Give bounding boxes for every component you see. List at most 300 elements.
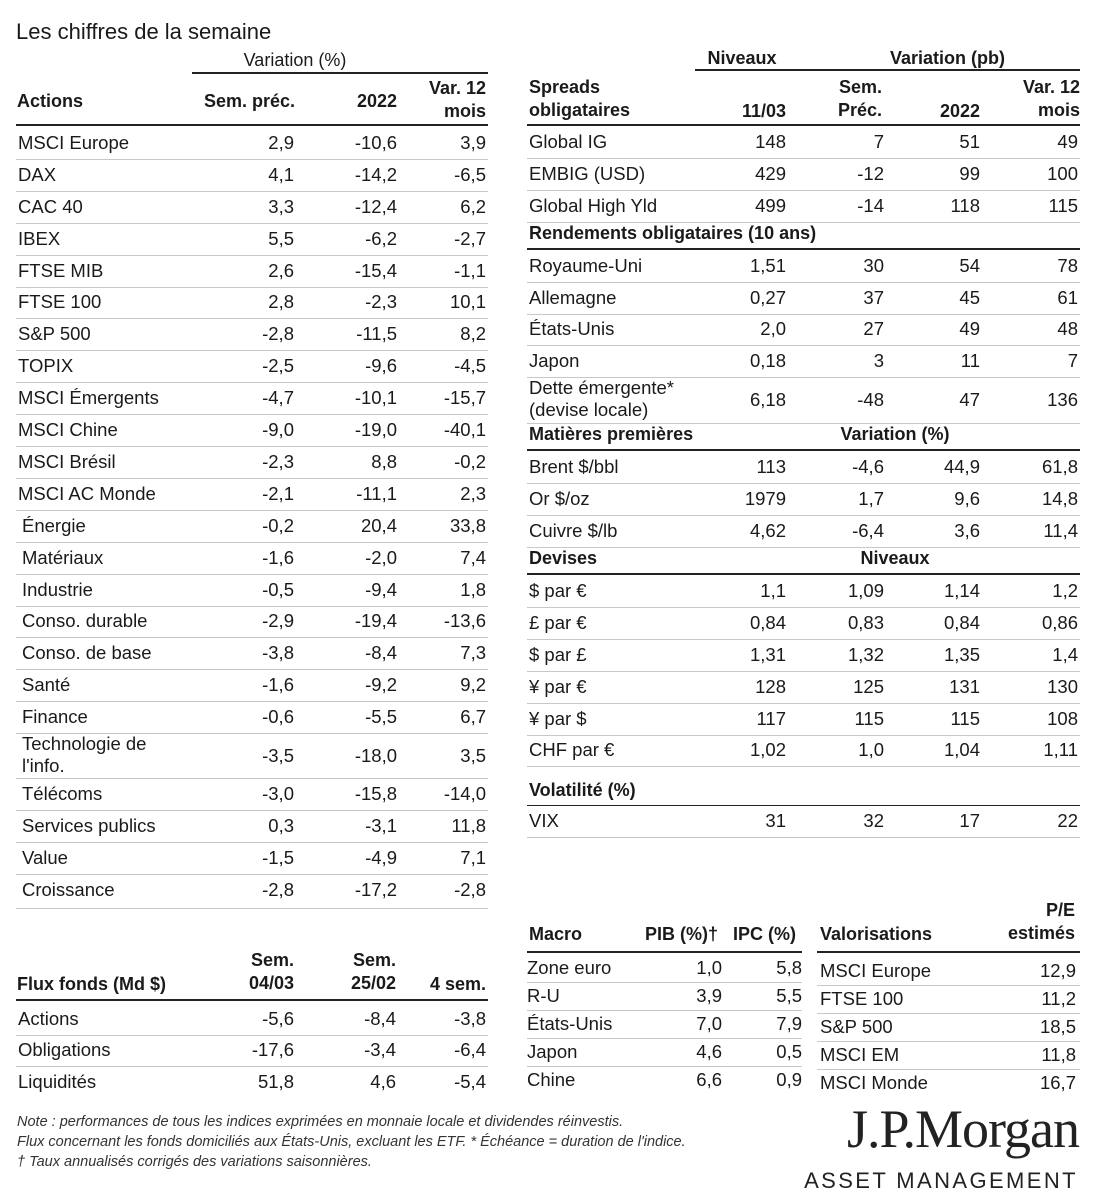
yields-cell: 78 (1057, 254, 1078, 276)
right-group-levels: Niveaux (707, 48, 777, 68)
valuations-separator (817, 1041, 1080, 1042)
fx-cell: ¥ par $ (529, 707, 587, 729)
equities-cell: -5,5 (365, 706, 397, 728)
yields-cell: 0,27 (749, 286, 786, 308)
equities-cell: DAX (18, 163, 57, 185)
spreads-cell: 499 (755, 194, 786, 216)
yields-cell: Japon (529, 350, 580, 372)
flows-cell: -6,4 (454, 1039, 486, 1061)
valuations-cell: 11,2 (1041, 987, 1076, 1009)
equities-cell: 6,7 (460, 706, 486, 728)
equities-cell: 7,3 (460, 642, 486, 664)
flows-cell: -8,4 (364, 1007, 396, 1029)
flows-header-title: Flux fonds (Md $) (17, 974, 166, 994)
equities-cell: -10,6 (354, 131, 397, 153)
macro-cell: 6,6 (696, 1068, 722, 1090)
spreads-separator (527, 190, 1080, 191)
flows-header-4w: 4 sem. (429, 974, 486, 994)
flows-cell: 51,8 (257, 1070, 294, 1092)
equities-cell: -2,9 (262, 610, 294, 632)
valuations-header-title: Valorisations (820, 924, 933, 944)
macro-cell: Chine (527, 1068, 576, 1090)
commodities-cell: 9,6 (954, 488, 980, 510)
equities-cell: 2,3 (460, 482, 486, 504)
fx-rule (527, 573, 1080, 575)
equities-cell: IBEX (18, 227, 61, 249)
fx-separator (527, 703, 1080, 704)
equities-cell: 2,8 (268, 291, 294, 313)
valuations-cell: 11,8 (1041, 1043, 1076, 1065)
macro-separator (527, 982, 802, 983)
fx-cell: 0,86 (1041, 611, 1078, 633)
equities-cell: -0,6 (262, 706, 294, 728)
macro-cell: Japon (527, 1040, 578, 1062)
equities-cell: -2,8 (262, 323, 294, 345)
equities-cell: -19,0 (354, 419, 397, 441)
equities-cell: -1,5 (262, 846, 294, 868)
commodities-cell: 3,6 (954, 520, 980, 542)
commodities-cell: -4,6 (852, 456, 884, 478)
commodities-rule (527, 449, 1080, 451)
commodities-cell: 11,4 (1043, 520, 1078, 542)
equities-header-12m: Var. 12 mois (428, 78, 486, 121)
equities-cell: -2,7 (454, 227, 486, 249)
fx-cell: 130 (1047, 675, 1078, 697)
commodities-cell: -6,4 (852, 520, 884, 542)
equities-cell: Services publics (22, 814, 156, 836)
equities-cell: -4,7 (262, 387, 294, 409)
valuations-cell: MSCI Monde (820, 1071, 928, 1093)
equities-cell: -2,1 (262, 482, 294, 504)
spreads-cell: 51 (959, 130, 980, 152)
equities-cell: -18,0 (354, 744, 397, 766)
macro-separator (527, 1038, 802, 1039)
equities-cell: -1,1 (454, 259, 486, 281)
yields-cell: 30 (863, 254, 884, 276)
commodities-cell: 44,9 (943, 456, 980, 478)
equities-header-rule (16, 124, 488, 126)
fx-cell: ¥ par € (529, 675, 587, 697)
equities-separator (16, 778, 488, 779)
commodities-cell: 1,7 (858, 488, 884, 510)
footnote-line-3: † Taux annualisés corrigés des variations saisonnières. (17, 1154, 372, 1170)
valuations-separator (817, 1069, 1080, 1070)
fx-cell: 1,2 (1052, 579, 1078, 601)
valuations-cell: 16,7 (1039, 1071, 1076, 1093)
commodities-separator (527, 483, 1080, 484)
macro-cell: 0,5 (776, 1040, 802, 1062)
right-header-date: 11/03 (741, 101, 786, 121)
equities-cell: 20,4 (360, 514, 397, 536)
equities-cell: -15,7 (443, 387, 486, 409)
macro-cell: 4,6 (696, 1040, 722, 1062)
equities-separator (16, 874, 488, 875)
equities-cell: -40,1 (443, 419, 486, 441)
macro-cell: 7,0 (696, 1012, 722, 1034)
equities-cell: -6,5 (454, 163, 486, 185)
equities-separator (16, 842, 488, 843)
commodities-cell: Cuivre $/lb (529, 520, 618, 542)
flows-cell: Actions (18, 1007, 79, 1029)
valuations-cell: MSCI Europe (820, 959, 932, 981)
equities-separator (16, 287, 488, 288)
logo-tagline: ASSET MANAGEMENT (804, 1168, 1078, 1193)
spreads-cell: EMBIG (USD) (529, 162, 646, 184)
fx-separator (527, 639, 1080, 640)
right-header-spreads: Spreads obligataires (529, 77, 631, 120)
commodities-title: Matières premières (529, 424, 694, 445)
commodities-cell: 14,8 (1041, 488, 1078, 510)
macro-header-rule (527, 951, 802, 953)
yields-cell: 7 (1067, 350, 1078, 372)
valuations-header-rule (817, 951, 1080, 953)
footnote-line-2: Flux concernant les fonds domiciliés aux États-Unis, excluant les ETF. * Échéance = duration de l'indice. (17, 1134, 686, 1150)
fx-cell: 0,83 (847, 611, 884, 633)
macro-cell: Zone euro (527, 956, 612, 978)
fx-cell: 1,32 (847, 643, 884, 665)
macro-separator (527, 1010, 802, 1011)
yields-cell: 37 (863, 286, 884, 308)
right-header-rule (527, 124, 1080, 126)
volatility-cell: 17 (959, 810, 980, 832)
volatility-cell: 22 (1057, 810, 1078, 832)
equities-cell: -3,5 (262, 744, 294, 766)
flows-separator (16, 1035, 488, 1036)
commodities-cell: Brent $/bbl (529, 456, 619, 478)
equities-cell: -13,6 (443, 610, 486, 632)
fx-cell: 108 (1047, 707, 1078, 729)
macro-cell: 3,9 (696, 984, 722, 1006)
flows-cell: -3,4 (364, 1039, 396, 1061)
yields-cell: 49 (959, 318, 980, 340)
equities-cell: -1,6 (262, 546, 294, 568)
yields-cell: États-Unis (529, 318, 615, 340)
fx-subtitle: Niveaux (860, 548, 930, 568)
equities-cell: MSCI Brésil (18, 450, 116, 472)
macro-separator (527, 1066, 802, 1067)
fx-cell: 125 (853, 675, 884, 697)
equities-cell: 9,2 (460, 674, 486, 696)
right-header-2022: 2022 (939, 101, 980, 121)
fx-cell: 0,84 (943, 611, 980, 633)
fx-cell: 1,31 (749, 643, 786, 665)
equities-cell: -2,8 (454, 878, 486, 900)
macro-header-title: Macro (529, 924, 583, 944)
fx-title: Devises (529, 548, 598, 568)
equities-cell: -11,5 (356, 323, 397, 345)
volatility-separator (527, 837, 1080, 838)
valuations-cell: 18,5 (1039, 1015, 1076, 1037)
valuations-cell: MSCI EM (820, 1043, 900, 1065)
equities-separator (16, 446, 488, 447)
flows-cell: -17,6 (251, 1039, 294, 1061)
flows-cell: Obligations (18, 1039, 111, 1061)
flows-cell: -3,8 (454, 1007, 486, 1029)
fx-cell: 1,1 (760, 579, 786, 601)
equities-cell: Finance (22, 706, 88, 728)
flows-cell: -5,4 (454, 1070, 486, 1092)
fx-cell: 1,11 (1043, 739, 1078, 761)
equities-cell: -9,2 (365, 674, 397, 696)
equities-cell: -2,0 (365, 546, 397, 568)
equities-cell: -3,8 (262, 642, 294, 664)
yields-cell: 2,0 (760, 318, 786, 340)
equities-separator (16, 318, 488, 319)
equities-cell: -3,1 (365, 814, 397, 836)
yields-cell: Royaume-Uni (529, 254, 643, 276)
volatility-cell: 31 (765, 810, 786, 832)
spreads-cell: 148 (755, 130, 786, 152)
fx-separator (527, 766, 1080, 767)
equities-cell: -12,4 (354, 195, 397, 217)
yields-separator (527, 282, 1080, 283)
equities-cell: 10,1 (449, 291, 486, 313)
fx-cell: 131 (949, 675, 980, 697)
equities-cell: 7,1 (460, 846, 486, 868)
yields-cell: 48 (1057, 318, 1078, 340)
equities-cell: S&P 500 (18, 323, 91, 345)
valuations-separator (817, 985, 1080, 986)
spreads-cell: 100 (1047, 162, 1078, 184)
equities-cell: MSCI AC Monde (18, 482, 156, 504)
fx-cell: 115 (854, 707, 884, 729)
equities-cell: -19,4 (354, 610, 397, 632)
fx-cell: 1,14 (943, 579, 980, 601)
equities-cell: 2,6 (268, 259, 294, 281)
valuations-separator (817, 1013, 1080, 1014)
equities-separator (16, 810, 488, 811)
macro-cell: 5,5 (776, 984, 802, 1006)
equities-header-week: Sem. préc. (203, 91, 295, 111)
volatility-cell: VIX (529, 810, 559, 832)
flows-cell: Liquidités (18, 1070, 97, 1092)
right-group-rule (695, 69, 1080, 71)
equities-separator (16, 510, 488, 511)
commodities-separator (527, 515, 1080, 516)
spreads-cell: -14 (857, 194, 884, 216)
equities-cell: -2,8 (262, 878, 294, 900)
equities-cell: Technologie de l'info. (22, 733, 147, 777)
yields-cell: Dette émergente* (devise locale) (529, 377, 675, 421)
equities-cell: Matériaux (22, 546, 104, 568)
spreads-cell: -12 (857, 162, 884, 184)
yields-cell: 27 (863, 318, 884, 340)
commodities-cell: Or $/oz (529, 488, 590, 510)
equities-separator (16, 350, 488, 351)
equities-separator (16, 637, 488, 638)
equities-separator (16, 159, 488, 160)
equities-cell: -14,0 (443, 783, 486, 805)
macro-cell: 1,0 (696, 956, 722, 978)
page-title: Les chiffres de la semaine (16, 19, 272, 44)
equities-separator (16, 908, 488, 909)
equities-cell: 8,2 (460, 323, 486, 345)
equities-cell: -10,1 (354, 387, 397, 409)
volatility-title: Volatilité (%) (529, 780, 636, 801)
equities-cell: -9,4 (365, 578, 397, 600)
valuations-cell: S&P 500 (820, 1015, 893, 1037)
yields-cell: Allemagne (529, 286, 617, 308)
equities-cell: Conso. de base (22, 642, 152, 664)
yields-cell: 1,51 (749, 254, 786, 276)
yields-cell: 61 (1057, 286, 1078, 308)
equities-cell: -2,3 (262, 450, 294, 472)
equities-cell: MSCI Émergents (18, 387, 159, 409)
equities-cell: 33,8 (449, 514, 486, 536)
equities-cell: MSCI Europe (18, 131, 130, 153)
equities-cell: TOPIX (18, 355, 74, 377)
equities-separator (16, 255, 488, 256)
equities-cell: -4,5 (454, 355, 486, 377)
valuations-cell: 12,9 (1039, 959, 1076, 981)
equities-separator (16, 191, 488, 192)
equities-cell: -14,2 (354, 163, 397, 185)
spreads-separator (527, 158, 1080, 159)
spreads-cell: 7 (873, 130, 884, 152)
macro-header-gdp: PIB (%)† (644, 924, 718, 944)
equities-cell: 6,2 (460, 195, 486, 217)
equities-cell: Énergie (22, 514, 86, 536)
equities-cell: 2,9 (268, 131, 294, 153)
equities-cell: 1,8 (460, 578, 486, 600)
equities-cell: 0,3 (268, 814, 294, 836)
equities-separator (16, 414, 488, 415)
fx-cell: 1,02 (749, 739, 786, 761)
spreads-cell: 49 (1057, 130, 1078, 152)
equities-cell: Croissance (22, 878, 115, 900)
equities-cell: -1,6 (262, 674, 294, 696)
equities-cell: -0,2 (262, 514, 294, 536)
yields-cell: 136 (1047, 389, 1078, 411)
equities-separator (16, 701, 488, 702)
right-header-12m: Var. 12 mois (1022, 77, 1080, 120)
equities-cell: Santé (22, 674, 71, 696)
fx-cell: 117 (756, 707, 786, 729)
fx-cell: CHF par € (529, 739, 615, 761)
equities-separator (16, 542, 488, 543)
equities-cell: 7,4 (460, 546, 486, 568)
flows-cell: 4,6 (370, 1070, 396, 1092)
volatility-rule (527, 805, 1080, 806)
commodities-subtitle: Variation (%) (840, 424, 950, 445)
valuations-cell: FTSE 100 (820, 987, 904, 1009)
spreads-cell: 99 (959, 162, 980, 184)
equities-cell: -2,3 (365, 291, 397, 313)
equities-cell: 4,1 (268, 163, 294, 185)
equities-cell: 3,5 (460, 744, 486, 766)
yields-cell: 11 (960, 350, 980, 372)
fx-cell: 128 (755, 675, 786, 697)
equities-cell: 3,9 (460, 131, 486, 153)
equities-cell: -0,2 (454, 450, 486, 472)
equities-header-2022: 2022 (356, 91, 397, 111)
equities-cell: -15,8 (354, 783, 397, 805)
spreads-cell: 115 (1048, 194, 1078, 216)
equities-cell: -0,5 (262, 578, 294, 600)
fx-cell: 115 (950, 707, 980, 729)
equities-group-rule (192, 72, 488, 74)
equities-cell: -17,2 (354, 878, 397, 900)
commodities-separator (527, 547, 1080, 548)
equities-separator (16, 669, 488, 670)
yields-cell: 3 (873, 350, 884, 372)
equities-cell: -4,9 (365, 846, 397, 868)
equities-cell: Value (22, 846, 68, 868)
spreads-cell: Global IG (529, 130, 608, 152)
macro-cell: 0,9 (776, 1068, 802, 1090)
fx-separator (527, 671, 1080, 672)
flows-header-rule (16, 999, 488, 1001)
equities-cell: 11,8 (451, 814, 486, 836)
spreads-cell: Global High Yld (529, 194, 658, 216)
equities-separator (16, 382, 488, 383)
equities-cell: FTSE MIB (18, 259, 104, 281)
equities-separator (16, 606, 488, 607)
right-group-variation: Variation (pb) (889, 48, 1005, 68)
fx-cell: 0,84 (749, 611, 786, 633)
footnote-line-1: Note : performances de tous les indices exprimées en monnaie locale et dividendes réinvestis. (17, 1114, 624, 1130)
equities-separator (16, 223, 488, 224)
spreads-cell: 429 (755, 162, 786, 184)
yields-cell: 6,18 (749, 389, 786, 411)
jpmorgan-logo: J.P.Morgan (846, 1099, 1079, 1159)
flows-header-week2: Sem. 25/02 (350, 950, 396, 993)
fx-cell: 1,35 (943, 643, 980, 665)
equities-cell: -2,5 (262, 355, 294, 377)
fx-cell: 1,4 (1052, 643, 1078, 665)
yields-rule (527, 248, 1080, 250)
equities-cell: -6,2 (365, 227, 397, 249)
fx-cell: $ par € (529, 579, 587, 601)
yields-cell: -48 (857, 389, 884, 411)
commodities-cell: 113 (756, 456, 786, 478)
macro-cell: 7,9 (776, 1012, 802, 1034)
equities-separator (16, 478, 488, 479)
fx-cell: £ par € (529, 611, 587, 633)
equities-cell: -9,6 (365, 355, 397, 377)
equities-cell: -8,4 (365, 642, 397, 664)
macro-cell: 5,8 (776, 956, 802, 978)
equities-cell: MSCI Chine (18, 419, 118, 441)
equities-group-header: Variation (%) (243, 50, 347, 70)
equities-cell: CAC 40 (18, 195, 83, 217)
flows-separator (16, 1066, 488, 1067)
yields-cell: 54 (959, 254, 980, 276)
flows-cell: -5,6 (262, 1007, 294, 1029)
yields-cell: 47 (959, 389, 980, 411)
macro-cell: R-U (527, 984, 560, 1006)
macro-header-cpi: IPC (%) (733, 924, 796, 944)
fx-cell: 1,04 (943, 739, 980, 761)
equities-header-actions: Actions (17, 91, 84, 111)
equities-cell: Conso. durable (22, 610, 148, 632)
footnote (17, 1112, 777, 1172)
commodities-cell: 1979 (744, 488, 786, 510)
equities-cell: FTSE 100 (18, 291, 102, 313)
equities-cell: Industrie (22, 578, 93, 600)
fx-cell: $ par £ (529, 643, 587, 665)
equities-cell: 8,8 (371, 450, 397, 472)
valuations-header-pe: P/E estimés (1007, 900, 1075, 943)
equities-cell: Télécoms (22, 783, 103, 805)
equities-cell: -9,0 (262, 419, 294, 441)
equities-cell: 5,5 (268, 227, 294, 249)
yields-cell: 45 (959, 286, 980, 308)
flows-header-week1: Sem. 04/03 (248, 950, 294, 993)
right-header-week: Sem. Préc. (837, 77, 882, 120)
yields-separator (527, 345, 1080, 346)
equities-cell: -15,4 (354, 259, 397, 281)
